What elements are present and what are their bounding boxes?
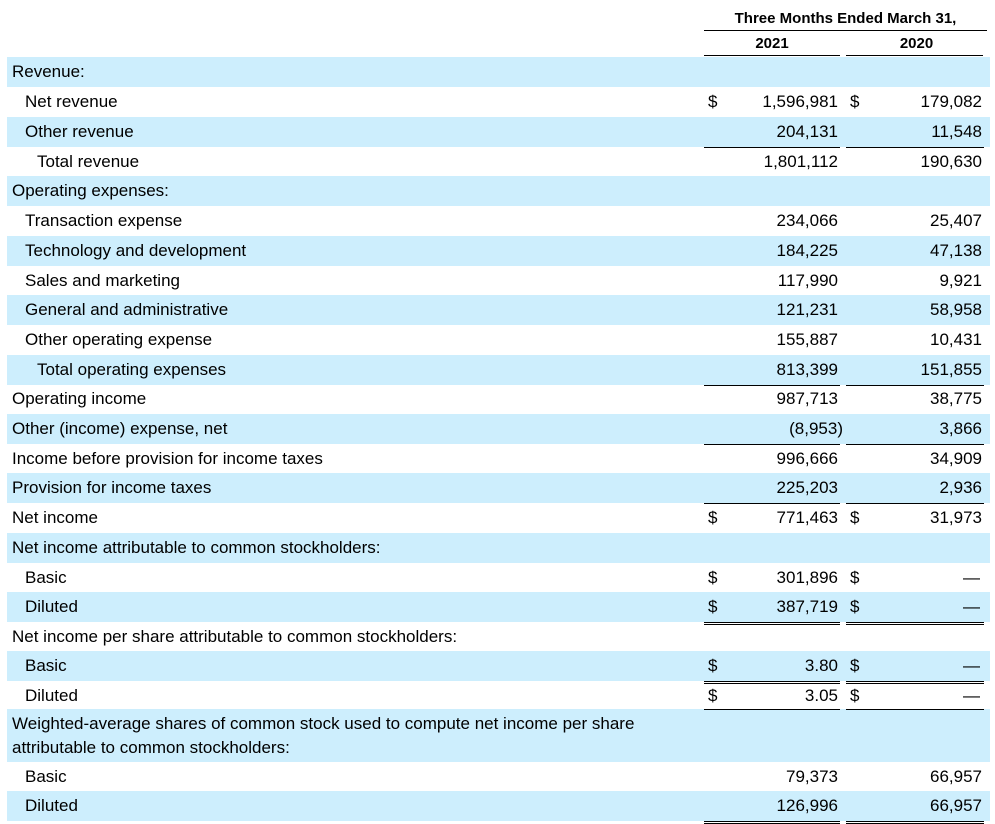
value-2020: — — [963, 568, 980, 587]
dollar-sign: $ — [708, 568, 718, 587]
cell-2021 — [704, 176, 840, 206]
cell-2020 — [846, 266, 984, 296]
row-other-operating-expense — [7, 325, 990, 355]
dollar-sign: $ — [708, 508, 718, 527]
row-label: Net income — [12, 508, 98, 527]
column-header-2021: 2021 — [755, 35, 789, 52]
cell-2020 — [846, 563, 984, 596]
value-2021: 1,596,981 — [762, 92, 838, 111]
value-2020: 34,909 — [930, 449, 982, 468]
value-2020: 151,855 — [920, 360, 982, 379]
value-2021: 1,801,112 — [763, 152, 838, 171]
value-2021: 184,225 — [776, 241, 838, 260]
value-2021: 117,990 — [777, 271, 838, 290]
row-general-administrative — [7, 295, 990, 325]
cell-2021 — [704, 325, 840, 356]
value-2020: 31,973 — [930, 508, 982, 527]
dollar-sign: $ — [708, 656, 718, 675]
cell-2020 — [846, 473, 984, 504]
dollar-sign: $ — [850, 597, 860, 616]
column-header-2020: 2020 — [899, 35, 934, 52]
row-label: Net income attributable to common stockholders: — [12, 538, 381, 557]
row-label: Diluted — [25, 597, 78, 616]
row-eps-basic — [7, 651, 990, 681]
dollar-sign: $ — [850, 508, 860, 527]
row-net-income — [7, 503, 990, 533]
value-2020: 190,630 — [920, 152, 982, 171]
value-2020: 2,936 — [939, 478, 982, 497]
value-2020: 66,957 — [930, 796, 982, 815]
row-label: Diluted — [25, 796, 78, 815]
row-net-revenue — [7, 87, 990, 117]
row-label: Basic — [25, 568, 67, 587]
cell-2020 — [846, 57, 984, 87]
value-2020: 9,921 — [939, 271, 982, 290]
cell-2021 — [704, 295, 840, 325]
row-label: Total revenue — [37, 152, 140, 171]
value-2021: 996,666 — [776, 449, 838, 468]
cell-2020 — [846, 651, 984, 684]
value-2021: 987,713 — [776, 389, 838, 408]
section-operating-expenses — [7, 176, 990, 206]
row-transaction-expense — [7, 206, 990, 236]
row-operating-income — [7, 384, 990, 414]
row-shares-diluted — [7, 791, 990, 821]
dollar-sign: $ — [708, 597, 718, 616]
row-net-income-diluted — [7, 592, 990, 622]
cell-2021 — [704, 533, 840, 563]
year-rule-2020 — [846, 55, 983, 56]
value-2020: 66,957 — [930, 767, 982, 786]
value-2020: 58,958 — [930, 300, 982, 319]
row-label: Basic — [25, 767, 67, 786]
value-2021: (8,953) — [789, 419, 843, 438]
cell-2020 — [846, 355, 984, 386]
row-label: Other (income) expense, net — [12, 419, 228, 438]
cell-2020 — [846, 87, 984, 117]
dollar-sign: $ — [708, 92, 718, 111]
cell-2021 — [704, 266, 840, 296]
row-label: Income before provision for income taxes — [12, 449, 323, 468]
cell-2020 — [846, 503, 984, 536]
cell-2020 — [846, 295, 984, 325]
value-2020: 25,407 — [930, 211, 982, 230]
row-label: Operating expenses: — [12, 181, 169, 200]
cell-2020 — [846, 176, 984, 206]
value-2021: 204,131 — [776, 122, 838, 141]
cell-2021 — [704, 117, 840, 148]
cell-2020 — [846, 533, 984, 563]
cell-2020 — [846, 117, 984, 148]
value-2020: — — [963, 656, 980, 675]
row-provision-income-taxes — [7, 473, 990, 503]
value-2020: 10,431 — [930, 330, 982, 349]
cell-2021 — [704, 236, 840, 266]
row-total-revenue — [7, 147, 990, 177]
value-2021: 813,399 — [776, 360, 838, 379]
value-2020: 3,866 — [939, 419, 982, 438]
dollar-sign: $ — [850, 568, 860, 587]
row-label: Net revenue — [25, 92, 118, 111]
cell-2020 — [846, 762, 984, 795]
cell-2020 — [846, 709, 984, 763]
row-label: Sales and marketing — [25, 271, 180, 290]
value-2021: 79,373 — [786, 767, 838, 786]
cell-2020 — [846, 147, 984, 178]
row-label: Technology and development — [25, 241, 247, 260]
cell-2020 — [846, 791, 984, 824]
row-label: Basic — [25, 656, 67, 675]
row-shares-basic — [7, 762, 990, 792]
value-2020: 47,138 — [930, 241, 982, 260]
cell-2020 — [846, 384, 984, 414]
row-net-income-basic — [7, 563, 990, 593]
cell-2020 — [846, 325, 984, 356]
cell-2020 — [846, 206, 984, 236]
cell-2021 — [704, 681, 840, 711]
row-label: Weighted-average shares of common stock used to compute net income per share attributable to common stockholders: — [12, 714, 635, 757]
cell-2021 — [704, 355, 840, 386]
cell-2020 — [846, 592, 984, 625]
cell-2021 — [704, 384, 840, 414]
section-weighted-average-shares — [7, 709, 990, 762]
header-rule — [704, 30, 987, 31]
value-2021: 126,996 — [776, 796, 838, 815]
year-rule-2021 — [704, 55, 840, 56]
row-technology-development — [7, 236, 990, 266]
cell-2020 — [846, 444, 984, 474]
value-2020: 179,082 — [920, 92, 982, 111]
row-label: Other revenue — [25, 122, 134, 141]
row-label: Total operating expenses — [37, 360, 227, 379]
row-label: Operating income — [12, 389, 147, 408]
row-label: Net income per share attributable to common stockholders: — [12, 627, 458, 646]
row-eps-diluted — [7, 681, 990, 711]
row-total-operating-expenses — [7, 355, 990, 385]
cell-2021 — [704, 651, 840, 684]
section-net-income-per-share — [7, 622, 990, 652]
row-other-revenue — [7, 117, 990, 147]
period-header: Three Months Ended March 31, — [734, 10, 957, 27]
cell-2020 — [846, 681, 984, 711]
value-2021: 155,887 — [776, 330, 838, 349]
row-label: Revenue: — [12, 62, 85, 81]
cell-2021 — [704, 762, 840, 795]
cell-2021 — [704, 87, 840, 117]
row-other-income-expense — [7, 414, 990, 444]
cell-2021 — [704, 147, 840, 178]
row-label: Transaction expense — [25, 211, 183, 230]
row-sales-marketing — [7, 266, 990, 296]
dollar-sign: $ — [850, 686, 860, 705]
cell-2021 — [704, 592, 840, 625]
row-label: Other operating expense — [25, 330, 213, 349]
cell-2021 — [704, 791, 840, 824]
cell-2021 — [704, 473, 840, 504]
cell-2021 — [704, 444, 840, 474]
value-2021: 3.05 — [804, 686, 838, 705]
cell-2021 — [704, 57, 840, 87]
cell-2020 — [846, 236, 984, 266]
cell-2021 — [704, 709, 840, 763]
dollar-sign: $ — [708, 686, 718, 705]
cell-2021 — [704, 503, 840, 536]
value-2020: 11,548 — [931, 122, 982, 141]
cell-2020 — [846, 622, 984, 652]
value-2021: 771,463 — [776, 508, 838, 527]
value-2021: 3.80 — [804, 656, 838, 675]
cell-2020 — [846, 414, 984, 445]
value-2021: 225,203 — [776, 478, 838, 497]
dollar-sign: $ — [850, 656, 860, 675]
dollar-sign: $ — [850, 92, 860, 111]
value-2021: 121,231 — [776, 300, 838, 319]
value-2021: 301,896 — [776, 568, 838, 587]
row-income-before-taxes — [7, 444, 990, 474]
cell-2021 — [704, 622, 840, 652]
row-label: Provision for income taxes — [12, 478, 212, 497]
cell-2021 — [704, 206, 840, 236]
value-2020: — — [963, 686, 980, 705]
section-net-income-attributable — [7, 533, 990, 563]
cell-2021 — [704, 563, 840, 596]
value-2020: 38,775 — [930, 389, 982, 408]
value-2021: 387,719 — [776, 597, 838, 616]
section-revenue — [7, 57, 990, 87]
cell-2021 — [704, 414, 843, 445]
value-2021: 234,066 — [776, 211, 838, 230]
row-label: General and administrative — [25, 300, 229, 319]
row-label: Diluted — [25, 686, 78, 705]
value-2020: — — [963, 597, 980, 616]
